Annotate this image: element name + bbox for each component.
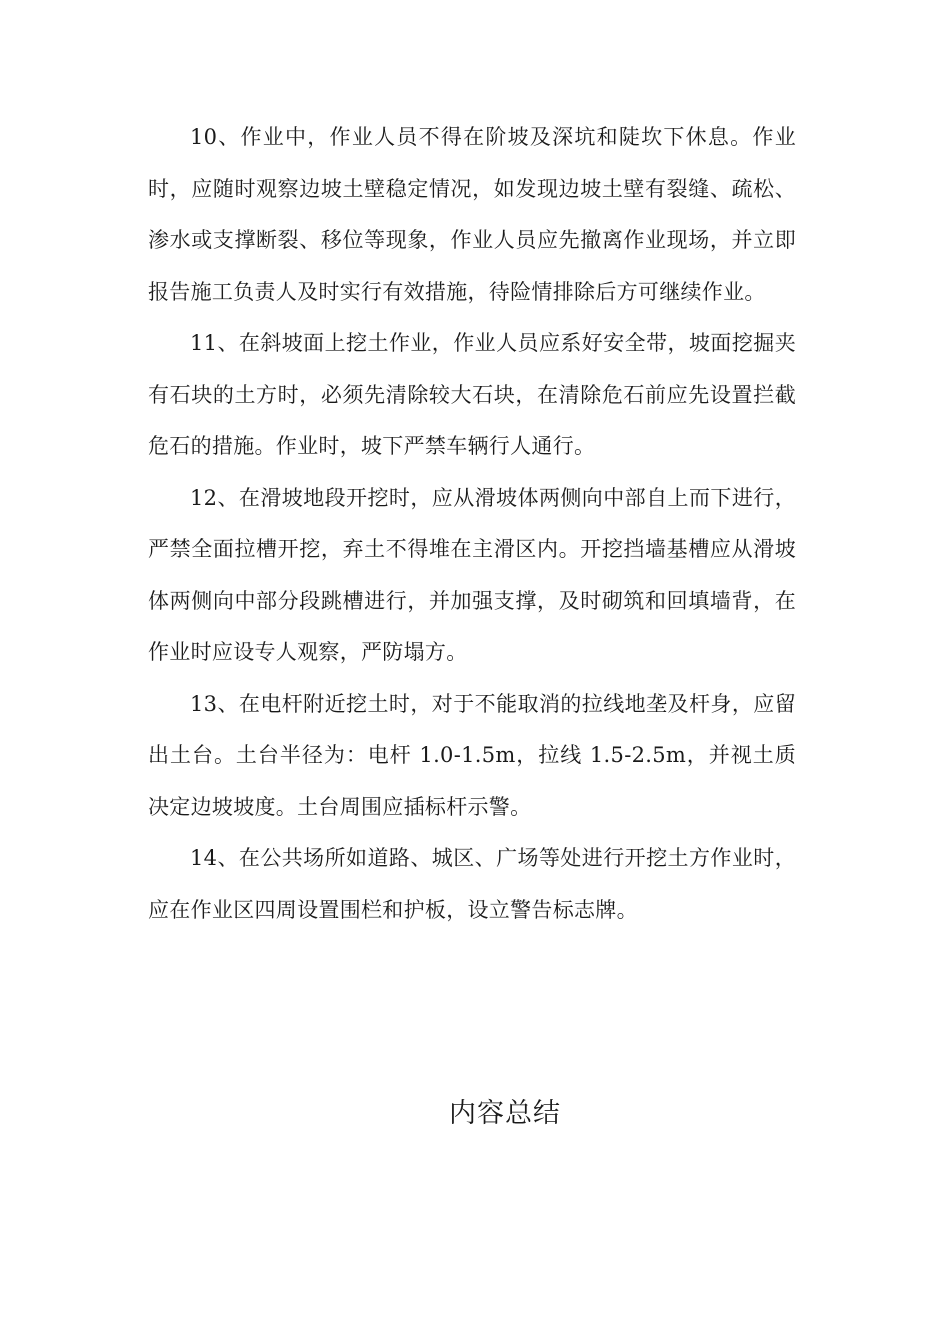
paragraph-11: 11、在斜坡面上挖土作业，作业人员应系好安全带，坡面挖掘夹有石块的土方时，必须先清除较大石块，在清除危石前应先设置拦截危石的措施。作业时，坡下严禁车辆行人通行。 <box>148 331 796 458</box>
paragraph-10: 10、作业中，作业人员不得在阶坡及深坑和陡坎下休息。作业时，应随时观察边坡土壁稳定情况，如发现边坡土壁有裂缝、疏松、渗水或支撑断裂、移位等现象，作业人员应先撤离作业现场，并立即报告施工负责人及时实行有效措施，待险情排除后方可继续作业。 <box>148 125 796 304</box>
document-body <box>148 112 796 936</box>
paragraph-12: 12、在滑坡地段开挖时，应从滑坡体两侧向中部自上而下进行，严禁全面拉槽开挖，弃土不得堆在主滑区内。开挖挡墙基槽应从滑坡体两侧向中部分段跳槽进行，并加强支撑，及时砌筑和回填墙背，在作业时应设专人观察，严防塌方。 <box>148 485 796 664</box>
paragraph-14: 14、在公共场所如道路、城区、广场等处进行开挖土方作业时，应在作业区四周设置围栏和护板，设立警告标志牌。 <box>148 846 796 922</box>
summary-heading: 内容总结 <box>449 1098 561 1129</box>
paragraph-13: 13、在电杆附近挖土时，对于不能取消的拉线地垄及杆身，应留出土台。土台半径为：电杆 1.0-1.5m，拉线 1.5-2.5m，并视土质决定边坡坡度。土台周围应插标杆示警。 <box>148 691 796 819</box>
